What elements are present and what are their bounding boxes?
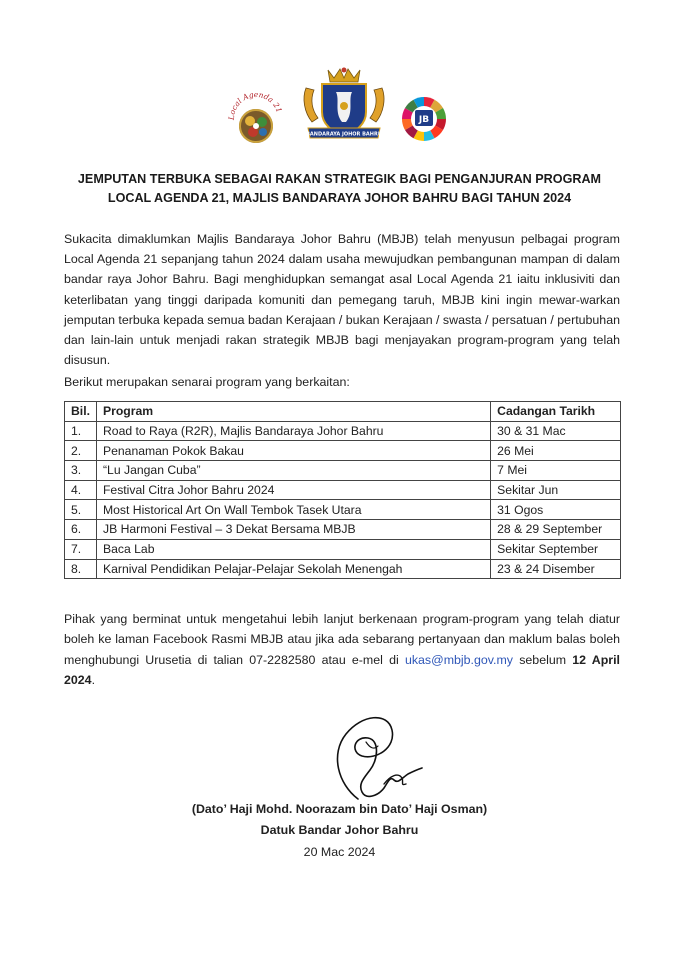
header-date: Cadangan Tarikh — [491, 402, 621, 422]
row-bil: 7. — [65, 539, 97, 559]
row-program: Road to Raya (R2R), Majlis Bandaraya Johor Bahru — [96, 421, 490, 441]
title-line-2: LOCAL AGENDA 21, MAJLIS BANDARAYA JOHOR BAHRU BAGI TAHUN 2024 — [107, 191, 572, 205]
program-list-intro: Berikut merupakan senarai program yang berkaitan: — [64, 375, 350, 389]
deadline-prefix: sebelum — [519, 652, 567, 667]
deadline-date: 12 April 2024 — [64, 652, 621, 687]
table-header-row — [65, 402, 621, 422]
table-row — [65, 480, 621, 500]
row-bil: 1. — [65, 421, 97, 441]
email-link[interactable]: ukas@mbjb.gov.my — [404, 652, 514, 667]
row-date: 7 Mei — [491, 461, 621, 481]
title-line-1: JEMPUTAN TERBUKA SEBAGAI RAKAN STRATEGIK BAGI PENGANJURAN PROGRAM — [77, 172, 602, 186]
header-bil: Bil. — [65, 402, 97, 422]
row-date: 23 & 24 Disember — [491, 559, 621, 579]
row-date: 28 & 29 September — [491, 520, 621, 540]
row-bil: 8. — [65, 559, 97, 579]
row-date: Sekitar Jun — [491, 480, 621, 500]
table-row — [65, 500, 621, 520]
deadline-suffix: . — [91, 672, 96, 687]
contact-paragraph — [64, 609, 620, 690]
row-program: Most Historical Art On Wall Tembok Tasek Utara — [96, 500, 490, 520]
row-date: 26 Mei — [491, 441, 621, 461]
row-bil: 6. — [65, 520, 97, 540]
table-row — [65, 421, 621, 441]
header-logos — [0, 66, 679, 146]
signatory-role: Datuk Bandar Johor Bahru — [260, 823, 419, 837]
contact-text: Pihak yang berminat untuk mengetahui lebih lanjut berkenaan program-program yang telah diatur boleh ke laman Facebook Rasmi MBJB atau jika ada sebarang pertanyaan dan maklum balas boleh menghubungi Urusetia di talian 07-2282580 atau e-mel di — [64, 612, 620, 667]
signoff-block — [0, 799, 679, 864]
row-program: Karnival Pendidikan Pelajar-Pelajar Sekolah Menengah — [96, 559, 490, 579]
letter-date: 20 Mac 2024 — [303, 845, 376, 859]
row-date: 31 Ogos — [491, 500, 621, 520]
signatory-name: (Dato’ Haji Mohd. Noorazam bin Dato’ Haji Osman) — [191, 802, 488, 816]
document-title — [40, 170, 639, 208]
handwritten-signature-icon — [318, 704, 426, 814]
row-bil: 3. — [65, 461, 97, 481]
row-bil: 5. — [65, 500, 97, 520]
row-program: “Lu Jangan Cuba” — [96, 461, 490, 481]
program-table — [64, 401, 621, 579]
row-date: Sekitar September — [491, 539, 621, 559]
row-program: Festival Citra Johor Bahru 2024 — [96, 480, 490, 500]
sdg-wheel-logo-icon — [399, 94, 449, 144]
row-program: JB Harmoni Festival – 3 Dekat Bersama MBJB — [96, 520, 490, 540]
row-date: 30 & 31 Mac — [491, 421, 621, 441]
table-row — [65, 559, 621, 579]
table-row — [65, 520, 621, 540]
svg-text:BANDARAYA JOHOR BAHRU: BANDARAYA JOHOR BAHRU — [306, 131, 382, 138]
row-bil: 4. — [65, 480, 97, 500]
table-row — [65, 441, 621, 461]
row-program: Penanaman Pokok Bakau — [96, 441, 490, 461]
local-agenda-21-logo-icon — [226, 88, 286, 146]
table-row — [65, 539, 621, 559]
intro-paragraph: Sukacita dimaklumkan Majlis Bandaraya Johor Bahru (MBJB) telah menyusun pelbagai program Local Agenda 21 sepanjang tahun 2024 dalam usaha mewujudkan pembangunan mampan di dalam bandar raya Johor Bahru. Bagi menghidupkan semangat asal Local Agenda 21 iaitu inklusiviti dan keterlibatan yang tinggi daripada komuniti dan pemegang taruh, MBJB kini ingin mewar-warkan jemputan terbuka kepada semua badan Kerajaan / bukan Kerajaan / swasta / persatuan / pertubuhan dan lain-lain untuk menjadi rakan strategik MBJB bagi menjayakan program-program yang telah disusun. — [64, 232, 620, 368]
table-row — [65, 461, 621, 481]
row-bil: 2. — [65, 441, 97, 461]
header-program: Program — [96, 402, 490, 422]
mbjb-crest-icon — [298, 66, 390, 146]
svg-text:Local Agenda 21: Local Agenda 21 — [226, 89, 284, 121]
row-program: Baca Lab — [96, 539, 490, 559]
svg-text:JB: JB — [418, 115, 430, 125]
